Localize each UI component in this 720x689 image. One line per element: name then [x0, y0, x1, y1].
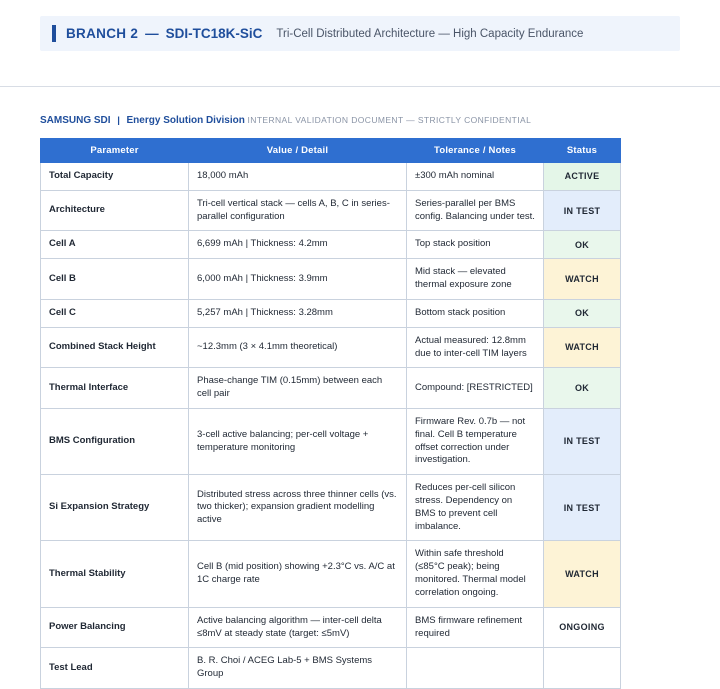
brand-name: SAMSUNG SDI — [40, 115, 111, 126]
status-badge — [544, 648, 621, 689]
cell-parameter: Test Lead — [41, 648, 189, 689]
specification-table — [40, 138, 621, 689]
column-header-notes: Tolerance / Notes — [407, 139, 544, 163]
cell-value: 6,699 mAh | Thickness: 4.2mm — [189, 231, 407, 259]
banner-subtitle: Tri-Cell Distributed Architecture — High Capacity Endurance — [276, 27, 584, 40]
cell-value: Cell B (mid position) showing +2.3°C vs. A/C at 1C charge rate — [189, 541, 407, 607]
cell-parameter: Cell B — [41, 259, 189, 300]
cell-notes: Series-parallel per BMS config. Balancing under test. — [407, 190, 544, 231]
cell-notes: Bottom stack position — [407, 299, 544, 327]
header-separator: | — [117, 115, 120, 126]
cell-value: 18,000 mAh — [189, 163, 407, 191]
table-row — [41, 231, 621, 259]
table-header-row — [41, 139, 621, 163]
cell-notes: Reduces per-cell silicon stress. Dependency on BMS to prevent cell imbalance. — [407, 475, 544, 541]
status-badge: ACTIVE — [544, 163, 621, 191]
cell-parameter: Si Expansion Strategy — [41, 475, 189, 541]
banner-dash: — — [145, 26, 159, 41]
cell-parameter: Thermal Stability — [41, 541, 189, 607]
status-badge: WATCH — [544, 259, 621, 300]
cell-notes — [407, 648, 544, 689]
cell-parameter: Combined Stack Height — [41, 327, 189, 368]
status-badge: IN TEST — [544, 190, 621, 231]
cell-parameter: Cell A — [41, 231, 189, 259]
cell-notes: Firmware Rev. 0.7b — not final. Cell B temperature offset correction under investigation. — [407, 408, 544, 474]
model-label: SDI-TC18K-SiC — [165, 26, 263, 41]
cell-value: Phase-change TIM (0.15mm) between each cell pair — [189, 368, 407, 409]
column-header-parameter: Parameter — [41, 139, 189, 163]
cell-parameter: Architecture — [41, 190, 189, 231]
table-row — [41, 648, 621, 689]
document-body — [0, 87, 720, 689]
table-row — [41, 368, 621, 409]
status-badge: OK — [544, 299, 621, 327]
status-badge: ONGOING — [544, 607, 621, 648]
cell-notes: Actual measured: 12.8mm due to inter-cell TIM layers — [407, 327, 544, 368]
accent-bar-icon — [52, 25, 56, 42]
table-row — [41, 190, 621, 231]
document-header — [40, 115, 680, 126]
cell-notes: BMS firmware refinement required — [407, 607, 544, 648]
cell-notes: ±300 mAh nominal — [407, 163, 544, 191]
cell-parameter: BMS Configuration — [41, 408, 189, 474]
cell-notes: Mid stack — elevated thermal exposure zone — [407, 259, 544, 300]
status-badge: IN TEST — [544, 408, 621, 474]
table-body — [41, 163, 621, 689]
table-row — [41, 408, 621, 474]
branch-banner-container — [0, 0, 720, 51]
cell-parameter: Total Capacity — [41, 163, 189, 191]
cell-notes: Compound: [RESTRICTED] — [407, 368, 544, 409]
status-badge: WATCH — [544, 327, 621, 368]
status-badge: WATCH — [544, 541, 621, 607]
cell-value: 5,257 mAh | Thickness: 3.28mm — [189, 299, 407, 327]
table-row — [41, 475, 621, 541]
branch-banner — [40, 16, 680, 51]
cell-parameter: Thermal Interface — [41, 368, 189, 409]
cell-parameter: Power Balancing — [41, 607, 189, 648]
branch-label: BRANCH 2 — [66, 26, 139, 41]
cell-value: Tri-cell vertical stack — cells A, B, C in series-parallel configuration — [189, 190, 407, 231]
status-badge: OK — [544, 368, 621, 409]
cell-value: ~12.3mm (3 × 4.1mm theoretical) — [189, 327, 407, 368]
cell-value: Distributed stress across three thinner cells (vs. two thicker); expansion gradient modelling active — [189, 475, 407, 541]
cell-value: 6,000 mAh | Thickness: 3.9mm — [189, 259, 407, 300]
table-row — [41, 163, 621, 191]
table-row — [41, 541, 621, 607]
status-badge: OK — [544, 231, 621, 259]
table-row — [41, 327, 621, 368]
cell-parameter: Cell C — [41, 299, 189, 327]
column-header-value: Value / Detail — [189, 139, 407, 163]
cell-value: Active balancing algorithm — inter-cell delta ≤8mV at steady state (target: ≤5mV) — [189, 607, 407, 648]
status-badge: IN TEST — [544, 475, 621, 541]
cell-notes: Top stack position — [407, 231, 544, 259]
table-row — [41, 607, 621, 648]
document-classification: INTERNAL VALIDATION DOCUMENT — STRICTLY CONFIDENTIAL — [247, 115, 532, 125]
cell-notes: Within safe threshold (≤85°C peak); being monitored. Thermal model correlation ongoing. — [407, 541, 544, 607]
table-row — [41, 259, 621, 300]
cell-value: 3-cell active balancing; per-cell voltage + temperature monitoring — [189, 408, 407, 474]
column-header-status: Status — [544, 139, 621, 163]
division-name: Energy Solution Division — [126, 115, 245, 126]
table-row — [41, 299, 621, 327]
cell-value: B. R. Choi / ACEG Lab-5 + BMS Systems Group — [189, 648, 407, 689]
